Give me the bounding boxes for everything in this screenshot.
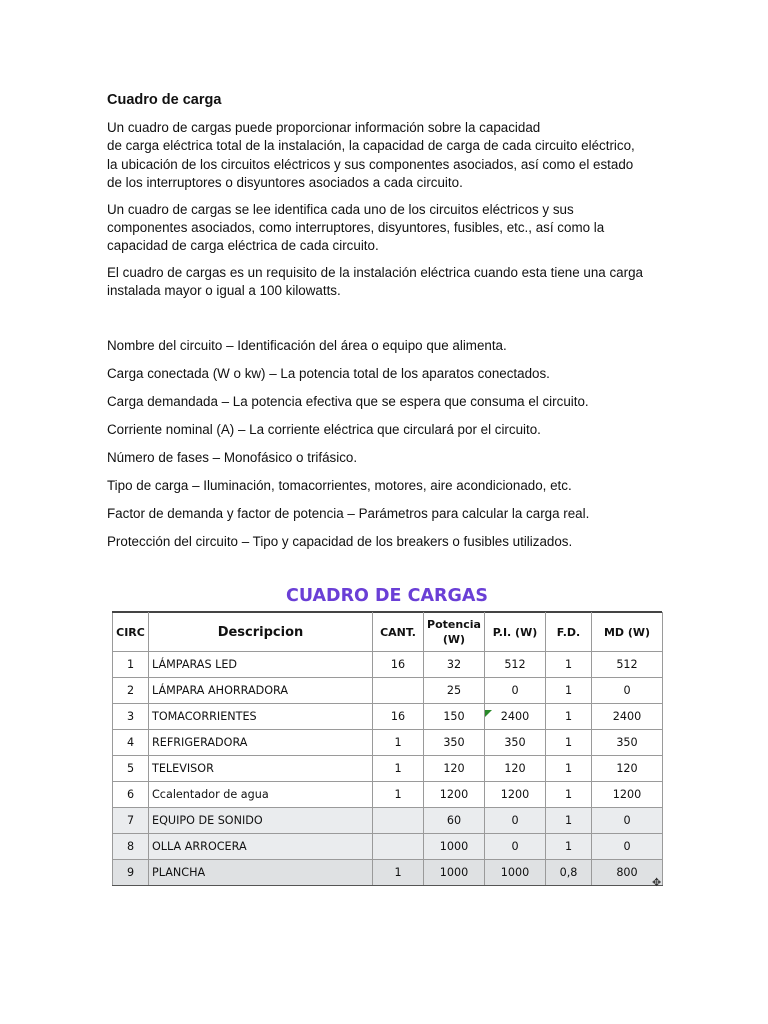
cell-cant: 16 [373,652,424,678]
header-potencia-line-1: Potencia [427,618,481,631]
definition-item: Carga conectada (W o kw) – La potencia total de los aparatos conectados. [107,365,550,381]
paragraph-line: la ubicación de los circuitos eléctricos y sus componentes asociados, así como el estado [107,156,634,172]
cell-cant: 16 [373,704,424,730]
header-potencia [424,613,485,652]
definition-list [107,337,667,551]
cell-fd: 0,8 [546,860,592,886]
cell-pi: 1200 [485,782,546,808]
cell-pi: 350 [485,730,546,756]
paragraph-line: de carga eléctrica total de la instalación, la capacidad de carga de cada circuito eléctrico, [107,138,635,154]
table-row [113,834,663,860]
cell-potencia: 120 [424,756,485,782]
cell-pi: 2400 [485,704,546,730]
cell-potencia: 150 [424,704,485,730]
cell-desc: TELEVISOR [149,756,373,782]
cell-md: 800 [592,860,663,886]
cell-pi: 120 [485,756,546,782]
paragraph-3 [107,264,667,301]
paragraph-line: capacidad de carga eléctrica de cada circuito. [107,238,379,254]
definition-item: Protección del circuito – Tipo y capacidad de los breakers o fusibles utilizados. [107,533,573,549]
definition-item: Carga demandada – La potencia efectiva que se espera que consuma el circuito. [107,393,589,409]
table-header-row [113,613,663,652]
cell-md: 350 [592,730,663,756]
cell-fd: 1 [546,782,592,808]
green-triangle-icon [485,710,492,717]
document-body [107,90,667,561]
header-pi: P.I. (W) [485,613,546,652]
header-md: MD (W) [592,613,663,652]
table-row [113,678,663,704]
paragraph-line: Un cuadro de cargas puede proporcionar información sobre la capacidad [107,120,541,135]
cell-cant: 1 [373,730,424,756]
cell-desc: LÁMPARAS LED [149,652,373,678]
load-table-image [112,580,662,890]
paragraph-line: Un cuadro de cargas se lee identifica cada uno de los circuitos eléctricos y sus [107,201,574,217]
document-title: Cuadro de carga [107,92,222,108]
definition-item: Tipo de carga – Iluminación, tomacorrientes, motores, aire acondicionado, etc. [107,477,572,493]
cell-desc: PLANCHA [149,860,373,886]
cell-cant: 1 [373,782,424,808]
cell-md: 120 [592,756,663,782]
cell-potencia: 1000 [424,834,485,860]
cell-pi: 512 [485,652,546,678]
cell-fd: 1 [546,834,592,860]
cell-circ: 1 [113,652,149,678]
cell-pi: 1000 [485,860,546,886]
cell-potencia: 60 [424,808,485,834]
cell-desc: TOMACORRIENTES [149,704,373,730]
cell-fd: 1 [546,652,592,678]
cell-circ: 5 [113,756,149,782]
header-circ: CIRC [113,613,149,652]
table-row [113,730,663,756]
header-descripcion: Descripcion [149,613,373,652]
paragraph-line: componentes asociados, como interruptores, disyuntores, fusibles, etc., así como la [107,220,605,236]
paragraph-line: El cuadro de cargas es un requisito de la instalación eléctrica cuando esta tiene una carga [107,264,643,280]
cell-pi: 0 [485,834,546,860]
cell-md: 0 [592,678,663,704]
cell-circ: 7 [113,808,149,834]
cell-pi: 0 [485,678,546,704]
cell-circ: 3 [113,704,149,730]
cell-potencia: 1000 [424,860,485,886]
cell-potencia: 350 [424,730,485,756]
cell-circ: 9 [113,860,149,886]
table-title: CUADRO DE CARGAS [112,580,662,612]
cell-potencia: 32 [424,652,485,678]
cell-circ: 8 [113,834,149,860]
cell-potencia: 1200 [424,782,485,808]
cell-fd: 1 [546,808,592,834]
table-row [113,652,663,678]
table-row [113,756,663,782]
table-row [113,782,663,808]
cell-circ: 4 [113,730,149,756]
cell-cant [373,834,424,860]
table-row [113,860,663,886]
cell-desc: Ccalentador de agua [149,782,373,808]
definition-item: Número de fases – Monofásico o trifásico. [107,449,358,465]
definition-item: Nombre del circuito – Identificación del área o equipo que alimenta. [107,337,507,353]
cell-cant: 1 [373,756,424,782]
cell-md: 0 [592,808,663,834]
cell-fd: 1 [546,704,592,730]
paragraph-2 [107,201,667,256]
cell-fd: 1 [546,678,592,704]
cell-cant [373,808,424,834]
load-table [112,612,663,886]
cell-md: 512 [592,652,663,678]
paragraph-1 [107,119,667,193]
cell-fd: 1 [546,756,592,782]
cell-circ: 6 [113,782,149,808]
paragraph-line: de los interruptores o disyuntores asociados a cada circuito. [107,175,463,191]
definition-item: Factor de demanda y factor de potencia – Parámetros para calcular la carga real. [107,505,590,521]
table-row [113,808,663,834]
cell-cant: 1 [373,860,424,886]
cell-desc: EQUIPO DE SONIDO [149,808,373,834]
table-row [113,704,663,730]
cell-circ: 2 [113,678,149,704]
cell-md: 2400 [592,704,663,730]
cell-pi: 0 [485,808,546,834]
cell-potencia: 25 [424,678,485,704]
cell-md: 1200 [592,782,663,808]
cell-desc: OLLA ARROCERA [149,834,373,860]
move-cursor-icon: ✥ [652,876,662,889]
cell-desc: LÁMPARA AHORRADORA [149,678,373,704]
definition-item: Corriente nominal (A) – La corriente eléctrica que circulará por el circuito. [107,421,541,437]
cell-fd: 1 [546,730,592,756]
paragraph-line: instalada mayor o igual a 100 kilowatts. [107,283,341,299]
cell-desc: REFRIGERADORA [149,730,373,756]
header-cant: CANT. [373,613,424,652]
cell-md: 0 [592,834,663,860]
header-fd: F.D. [546,613,592,652]
header-potencia-line-2: (W) [442,633,466,646]
cell-cant [373,678,424,704]
